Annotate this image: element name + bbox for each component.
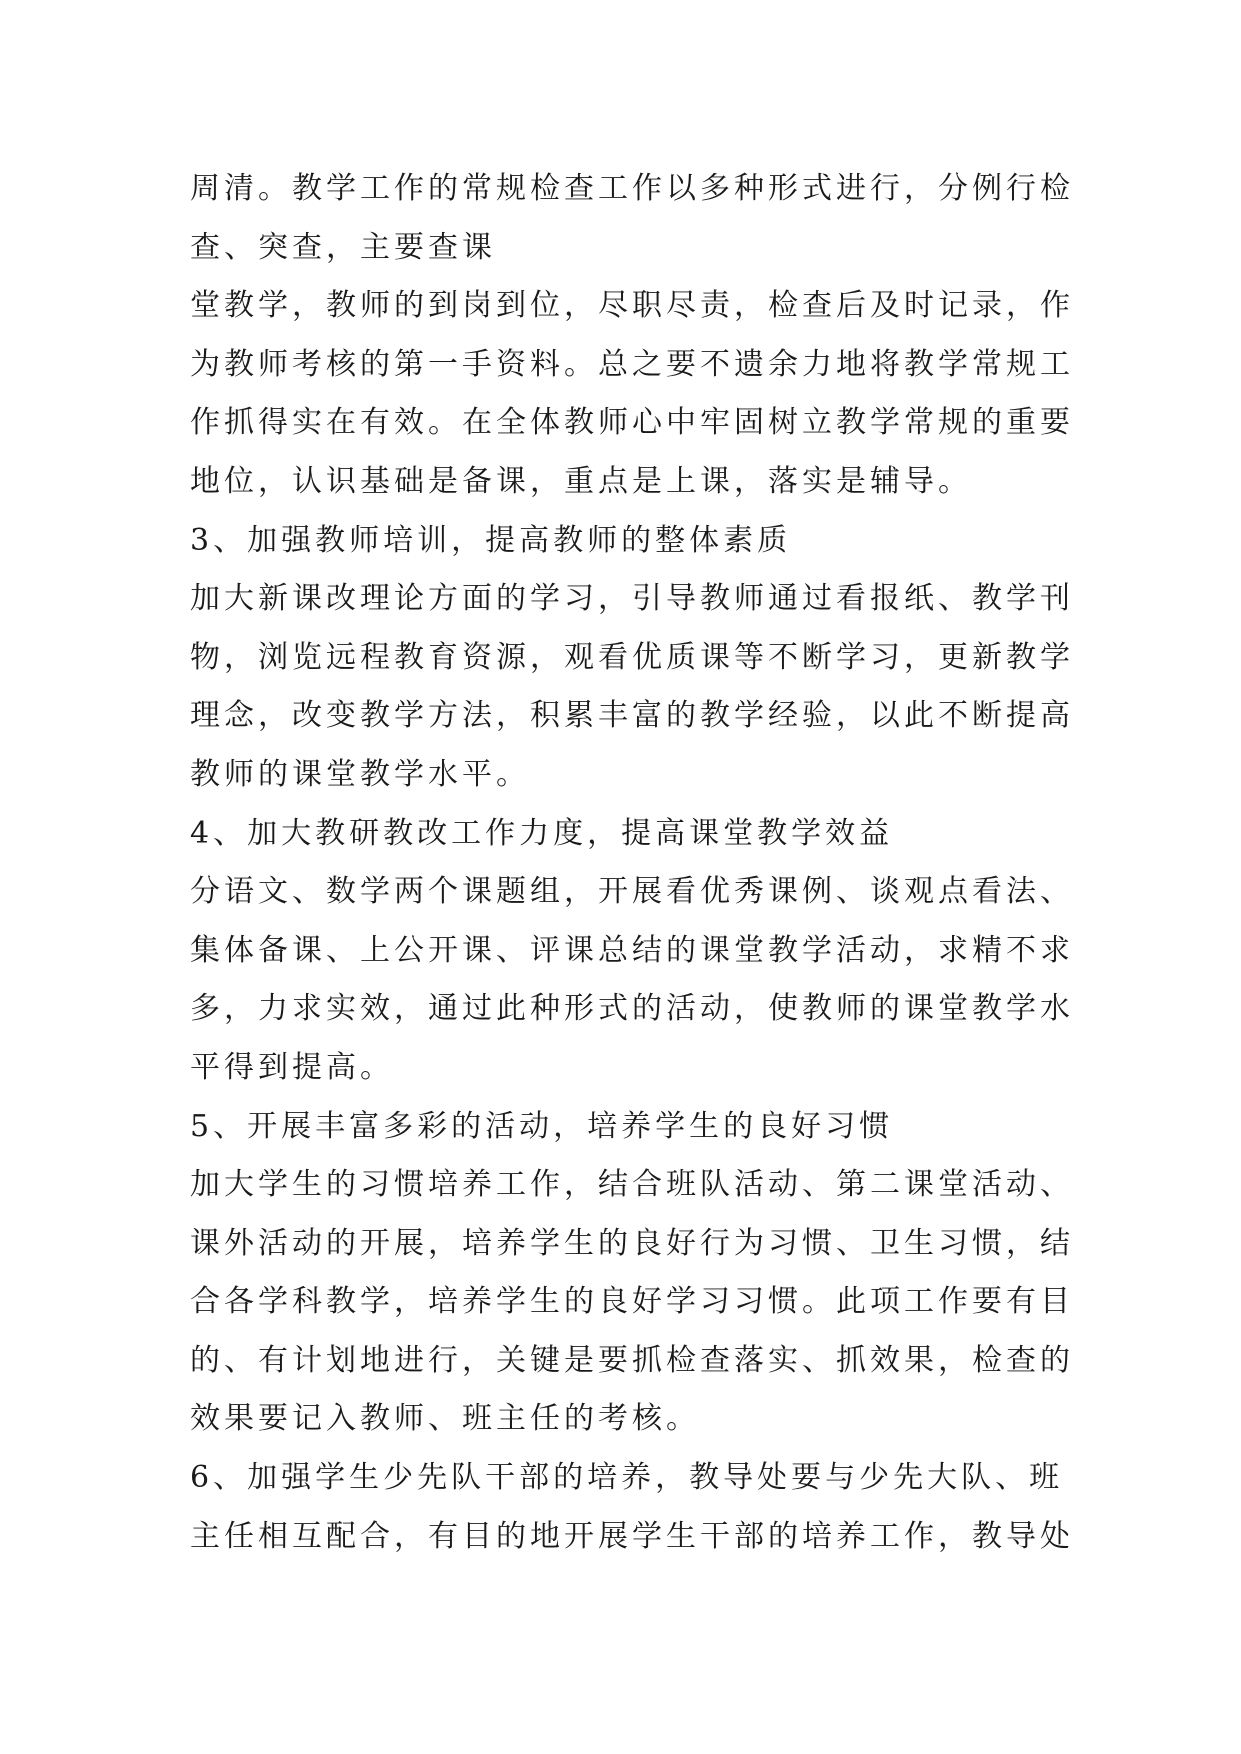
text-line: 合各学科教学，培养学生的良好学习习惯。此项工作要有目 [190,1284,1074,1320]
text-line: 地位，认识基础是备课，重点是上课，落实是辅导。 [190,463,972,499]
section-heading-3: 3、加强教师培训，提高教师的整体素质 [190,522,792,558]
text-line: 教师的课堂教学水平。 [190,756,530,792]
text-line: 物，浏览远程教育资源，观看优质课等不断学习，更新教学 [190,639,1074,675]
text-line: 效果要记入教师、班主任的考核。 [190,1401,700,1437]
text-line: 为教师考核的第一手资料。总之要不遗余力地将教学常规工 [190,346,1074,382]
text-line: 理念，改变教学方法，积累丰富的教学经验，以此不断提高 [190,698,1074,734]
text-line: 作抓得实在有效。在全体教师心中牢固树立教学常规的重要 [190,405,1074,441]
section-heading-4: 4、加大教研教改工作力度，提高课堂教学效益 [190,815,894,851]
text-line: 的、有计划地进行，关键是要抓检查落实、抓效果，检查的 [190,1342,1074,1378]
text-line: 集体备课、上公开课、评课总结的课堂教学活动，求精不求 [190,932,1074,968]
text-line: 课外活动的开展，培养学生的良好行为习惯、卫生习惯，结 [190,1225,1074,1261]
section-heading-6: 6、加强学生少先队干部的培养，教导处要与少先大队、班 [190,1460,1064,1496]
document-body [190,160,1074,1566]
text-line: 加大学生的习惯培养工作，结合班队活动、第二课堂活动、 [190,1167,1074,1203]
text-line: 加大新课改理论方面的学习，引导教师通过看报纸、教学刊 [190,581,1074,617]
text-line: 堂教学，教师的到岗到位，尽职尽责，检查后及时记录，作 [190,288,1074,324]
text-line: 主任相互配合，有目的地开展学生干部的培养工作，教导处 [190,1518,1074,1554]
text-line: 查、突查，主要查课 [190,229,496,265]
text-line: 周清。教学工作的常规检查工作以多种形式进行，分例行检 [190,171,1074,206]
text-line: 分语文、数学两个课题组，开展看优秀课例、谈观点看法、 [190,874,1074,910]
text-line: 平得到提高。 [190,1049,394,1085]
section-heading-5: 5、开展丰富多彩的活动，培养学生的良好习惯 [190,1108,894,1144]
text-line: 多，力求实效，通过此种形式的活动，使教师的课堂教学水 [190,991,1074,1027]
